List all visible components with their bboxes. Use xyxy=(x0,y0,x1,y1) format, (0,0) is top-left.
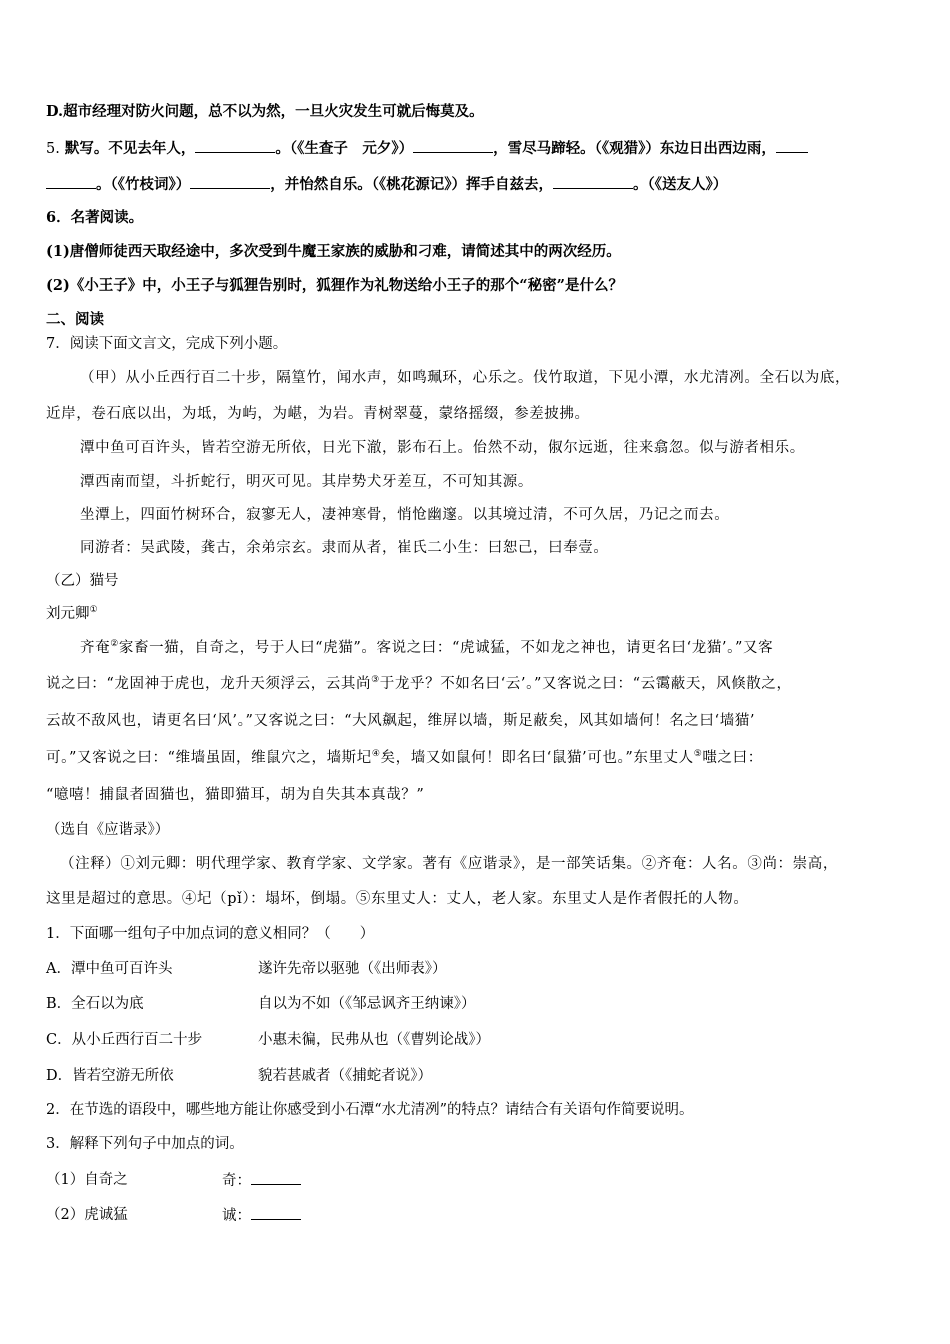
yi-title: （乙）猫号 xyxy=(46,573,119,589)
yi-line: 云故不敌风也，请更名曰‘风’。”又客说之曰：“大风飙起，维屏以墙，斯足蔽矣，风其如墙何！名之曰‘墙猫’ xyxy=(46,713,756,729)
yi-source: （选自《应谐录》） xyxy=(46,822,170,838)
q5-blank-3[interactable] xyxy=(776,138,808,153)
option-b-left[interactable]: B．全石以为底 xyxy=(46,996,144,1012)
jia-line: 潭中鱼可百许头，皆若空游无所依，日光下澈，影布石上。佁然不动，俶尔远逝，往来翕忽。似与游者相乐。 xyxy=(80,440,805,456)
q7-sub3-item-1: （1）自奇之 xyxy=(46,1172,128,1188)
q5-blank-2[interactable] xyxy=(413,138,493,153)
q7-sub3-answer-2: 诚： xyxy=(222,1205,301,1226)
option-c-left[interactable]: C．从小丘西行百二十步 xyxy=(46,1032,203,1048)
q7-sub3-stem: 3．解释下列句子中加点的词。 xyxy=(46,1136,244,1152)
option-a-right: 遂许先帝以驱驰（《出师表》） xyxy=(258,961,447,977)
notes-line: 这里是超过的意思。④圮（pǐ）：塌坏，倒塌。⑤东里丈人：丈人，老人家。东里丈人是作者假托的人物。 xyxy=(46,891,749,907)
yi-line: 可。”又客说之曰：“维墙虽固，维鼠穴之，墙斯圮④矣，墙又如鼠何！即名曰‘鼠猫’可也。”东里丈人⑤嗤之曰： xyxy=(46,749,763,766)
q7-sub3-answer-1: 奇： xyxy=(222,1170,301,1191)
notes-line: （注释）①刘元卿：明代理学家、教育学家、文学家。著有《应谐录》，是一部笑话集。②齐奄：人名。③尚：崇高， xyxy=(60,856,838,872)
yi-author: 刘元卿① xyxy=(46,605,98,622)
q6-sub2: (2)《小王子》中，小王子与狐狸告别时，狐狸作为礼物送给小王子的那个“秘密”是什么？ xyxy=(46,277,623,294)
q5-line-1: 5. 默写。不见去年人， 。（《生查子 元夕》） ，雪尽马蹄轻。（《观猎》）东边日出西边雨， xyxy=(46,138,808,159)
option-d-left[interactable]: D．皆若空游无所依 xyxy=(46,1068,174,1084)
q5-blank-5[interactable] xyxy=(553,174,633,189)
q5-blank-3-cont[interactable] xyxy=(46,174,96,189)
q6-sub1: (1)唐僧师徒西天取经途中，多次受到牛魔王家族的威胁和刁难，请简述其中的两次经历。 xyxy=(46,243,621,260)
q5-blank-1[interactable] xyxy=(195,138,275,153)
q7-sub3-item-2: （2）虎诚猛 xyxy=(46,1207,128,1223)
option-d-right: 貌若甚戚者（《捕蛇者说》） xyxy=(258,1068,432,1084)
section-title-reading: 二、阅读 xyxy=(46,311,104,328)
jia-line: 坐潭上，四面竹树环合，寂寥无人，凄神寒骨，悄怆幽邃。以其境过清，不可久居，乃记之而去。 xyxy=(80,507,730,523)
answer-blank[interactable] xyxy=(251,1170,301,1185)
q5-line-2: 。（《竹枝词》） ，并怡然自乐。（《桃花源记》）挥手自兹去， 。（《送友人》） xyxy=(46,174,727,195)
answer-blank[interactable] xyxy=(251,1205,301,1220)
q6-title: 6．名著阅读。 xyxy=(46,209,144,226)
q7-title: 7．阅读下面文言文，完成下列小题。 xyxy=(46,336,288,352)
jia-line: （甲）从小丘西行百二十步，隔篁竹，闻水声，如鸣珮环，心乐之。伐竹取道，下见小潭，水尤清冽。全石以为底， xyxy=(80,370,851,386)
q7-sub1-stem: 1．下面哪一组句子中加点词的意义相同？（ ） xyxy=(46,926,375,942)
option-c-right: 小惠未徧，民弗从也（《曹刿论战》） xyxy=(258,1032,490,1048)
jia-line: 同游者：吴武陵，龚古，余弟宗玄。隶而从者，崔氏二小生：曰恕己，曰奉壹。 xyxy=(80,540,609,556)
yi-line: “噫嘻！捕鼠者固猫也，猫即猫耳，胡为自失其本真哉？” xyxy=(46,787,425,803)
jia-line: 潭西南而望，斗折蛇行，明灭可见。其岸势犬牙差互，不可知其源。 xyxy=(80,474,533,490)
q7-sub2-stem: 2．在节选的语段中，哪些地方能让你感受到小石潭“水尤清冽”的特点？请结合有关语句作简要说明。 xyxy=(46,1102,694,1118)
q4-option-d: D.超市经理对防火问题，总不以为然，一旦火灾发生可就后悔莫及。 xyxy=(46,103,484,120)
jia-line: 近岸，卷石底以出，为坻，为屿，为嵁，为岩。青树翠蔓，蒙络摇缀，参差披拂。 xyxy=(46,406,590,422)
yi-line: 说之曰：“龙固神于虎也，龙升天须浮云，云其尚③于龙乎？不如名曰‘云’。”又客说之曰：“云霭蔽天，风倏散之， xyxy=(46,675,792,692)
option-a-left[interactable]: A．潭中鱼可百许头 xyxy=(46,961,173,977)
yi-line: 齐奄②家畜一猫，自奇之，号于人曰“虎猫”。客说之曰：“虎诚猛，不如龙之神也，请更名曰‘龙猫’。”又客 xyxy=(80,639,774,656)
q5-blank-4[interactable] xyxy=(190,174,270,189)
option-b-right: 自以为不如（《邹忌讽齐王纳谏》） xyxy=(258,996,476,1012)
